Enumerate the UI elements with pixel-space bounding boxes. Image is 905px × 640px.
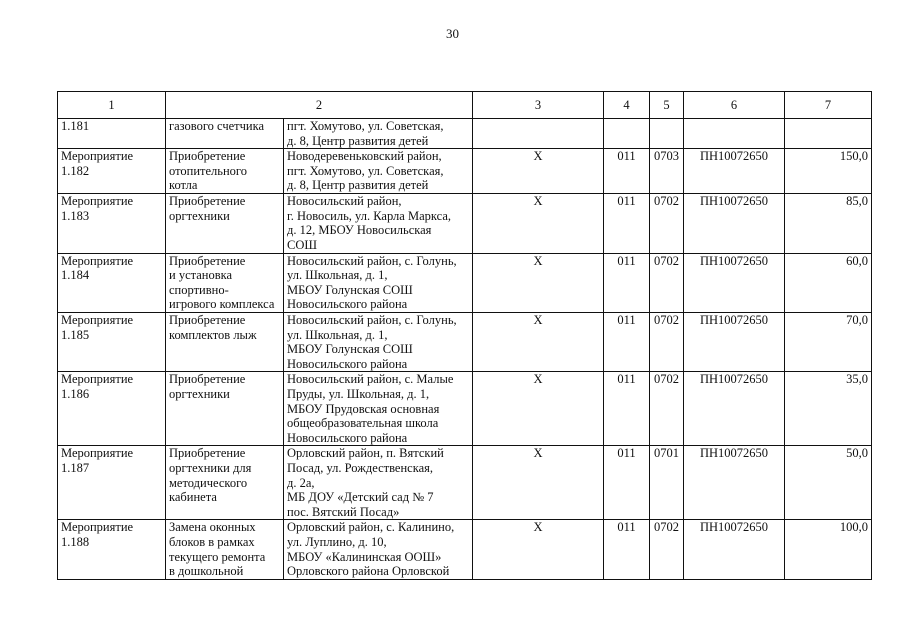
amount-cell: 70,0 <box>785 312 872 371</box>
location-cell-line: МБ ДОУ «Детский сад № 7 <box>287 490 434 505</box>
location-cell-line: общеобразовательная школа <box>287 416 439 431</box>
code-cell-1 <box>604 119 650 149</box>
activity-cell-line: Мероприятие <box>61 253 134 268</box>
activity-cell-line: 1.188 <box>61 534 90 549</box>
activity-name-cell <box>166 253 284 312</box>
location-cell-line: Новосильский район, с. Голунь, <box>287 312 457 327</box>
location-cell-line: Новосильский район, с. Голунь, <box>287 253 457 268</box>
activity-name-cell-line: методического <box>169 475 248 490</box>
activity-name-cell-line: кабинета <box>169 490 217 505</box>
code-cell-2: 0702 <box>650 372 684 446</box>
activity-name-cell-line: и установка <box>169 268 233 283</box>
location-cell <box>284 119 473 149</box>
code-cell-3: ПН10072650 <box>684 372 785 446</box>
code-cell-3: ПН10072650 <box>684 312 785 371</box>
activity-name-cell-line: комплектов лыж <box>169 327 257 342</box>
activity-name-cell-line: Приобретение <box>169 446 246 461</box>
mark-cell: Х <box>473 149 604 194</box>
activity-name-cell-line: оргтехники <box>169 208 230 223</box>
activity-cell-line: Мероприятие <box>61 312 134 327</box>
amount-cell: 100,0 <box>785 520 872 579</box>
code-cell-1: 011 <box>604 372 650 446</box>
code-cell-1: 011 <box>604 149 650 194</box>
activity-cell-line: Мероприятие <box>61 446 134 461</box>
activity-cell <box>58 194 166 253</box>
mark-cell: Х <box>473 194 604 253</box>
activity-name-cell-line: Приобретение <box>169 194 246 209</box>
activity-name-cell-line: блоков в рамках <box>169 534 255 549</box>
activity-name-cell-line: газового счетчика <box>169 119 265 133</box>
activity-name-cell <box>166 149 284 194</box>
code-cell-2: 0702 <box>650 520 684 579</box>
activity-cell <box>58 119 166 149</box>
activity-name-cell-line: игрового комплекса <box>169 297 275 312</box>
activity-cell <box>58 446 166 520</box>
page-number: 30 <box>446 26 459 41</box>
activity-name-cell-line: текущего ремонта <box>169 549 266 564</box>
mark-cell: Х <box>473 520 604 579</box>
mark-cell: Х <box>473 372 604 446</box>
location-cell-line: пгт. Хомутово, ул. Советская, <box>287 119 444 133</box>
location-cell <box>284 253 473 312</box>
activity-name-cell <box>166 194 284 253</box>
location-cell <box>284 149 473 194</box>
header-col-3: 3 <box>473 92 604 119</box>
activity-cell-line: 1.184 <box>61 268 90 283</box>
location-cell <box>284 312 473 371</box>
budget-table <box>57 91 872 580</box>
activity-cell <box>58 149 166 194</box>
location-cell-line: МБОУ «Калининская ООШ» <box>287 549 442 564</box>
header-col-1: 1 <box>58 92 166 119</box>
header-col-6: 6 <box>684 92 785 119</box>
location-cell <box>284 446 473 520</box>
location-cell-line: МБОУ Голунская СОШ <box>287 282 413 297</box>
location-cell-line: Орловского района Орловской <box>287 564 450 579</box>
location-cell-line: д. 12, МБОУ Новосильская <box>287 223 432 238</box>
header-col-5: 5 <box>650 92 684 119</box>
code-cell-3: ПН10072650 <box>684 194 785 253</box>
page-bottom-margin <box>0 582 905 640</box>
mark-cell: Х <box>473 446 604 520</box>
location-cell-line: Орловский район, с. Калинино, <box>287 520 455 535</box>
table-row <box>58 119 872 149</box>
table-row <box>58 149 872 194</box>
code-cell-1: 011 <box>604 194 650 253</box>
code-cell-2: 0703 <box>650 149 684 194</box>
code-cell-3: ПН10072650 <box>684 149 785 194</box>
location-cell-line: г. Новосиль, ул. Карла Маркса, <box>287 208 452 223</box>
location-cell-line: пос. Вятский Посад» <box>287 504 400 519</box>
table-row <box>58 372 872 446</box>
table-row <box>58 253 872 312</box>
activity-cell <box>58 253 166 312</box>
activity-cell-line: Мероприятие <box>61 520 134 535</box>
location-cell-line: д. 8, Центр развития детей <box>287 133 429 148</box>
location-cell-line: ул. Школьная, д. 1, <box>287 268 388 283</box>
activity-name-cell-line: Приобретение <box>169 372 246 387</box>
activity-name-cell-line: Замена оконных <box>169 520 256 535</box>
code-cell-1: 011 <box>604 312 650 371</box>
activity-name-cell-line: оргтехники для <box>169 460 252 475</box>
location-cell-line: Новосильского района <box>287 297 408 312</box>
location-cell <box>284 520 473 579</box>
location-cell-line: Новосильского района <box>287 430 408 445</box>
activity-name-cell <box>166 520 284 579</box>
location-cell <box>284 194 473 253</box>
location-cell-line: Орловский район, п. Вятский <box>287 446 444 461</box>
table-row <box>58 446 872 520</box>
activity-name-cell-line: Приобретение <box>169 149 246 164</box>
code-cell-3: ПН10072650 <box>684 446 785 520</box>
table-header-row <box>58 92 872 119</box>
location-cell-line: ул. Школьная, д. 1, <box>287 327 388 342</box>
activity-name-cell-line: Приобретение <box>169 253 246 268</box>
location-cell-line: д. 2а, <box>287 475 315 490</box>
activity-name-cell-line: котла <box>169 178 198 193</box>
activity-cell-line: Мероприятие <box>61 194 134 209</box>
activity-cell <box>58 372 166 446</box>
location-cell-line: д. 8, Центр развития детей <box>287 178 429 193</box>
activity-name-cell-line: оргтехники <box>169 386 230 401</box>
activity-cell-line: 1.187 <box>61 460 90 475</box>
location-cell-line: Посад, ул. Рождественская, <box>287 460 434 475</box>
code-cell-3 <box>684 119 785 149</box>
table-row <box>58 312 872 371</box>
location-cell-line: Новосильский район, с. Малые <box>287 372 454 387</box>
location-cell-line: Новодеревеньковский район, <box>287 149 442 164</box>
amount-cell: 60,0 <box>785 253 872 312</box>
code-cell-1: 011 <box>604 520 650 579</box>
amount-cell: 85,0 <box>785 194 872 253</box>
location-cell-line: МБОУ Голунская СОШ <box>287 342 413 357</box>
location-cell <box>284 372 473 446</box>
code-cell-2: 0702 <box>650 194 684 253</box>
amount-cell: 50,0 <box>785 446 872 520</box>
code-cell-3: ПН10072650 <box>684 520 785 579</box>
activity-cell-line: Мероприятие <box>61 149 134 164</box>
activity-name-cell-line: отопительного <box>169 163 247 178</box>
mark-cell <box>473 119 604 149</box>
activity-name-cell-line: в дошкольной <box>169 564 244 579</box>
location-cell-line: Пруды, ул. Школьная, д. 1, <box>287 386 430 401</box>
amount-cell: 35,0 <box>785 372 872 446</box>
location-cell-line: МБОУ Прудовская основная <box>287 401 440 416</box>
activity-cell <box>58 312 166 371</box>
activity-name-cell <box>166 446 284 520</box>
header-col-4: 4 <box>604 92 650 119</box>
mark-cell: Х <box>473 253 604 312</box>
amount-cell <box>785 119 872 149</box>
activity-name-cell <box>166 119 284 149</box>
activity-cell-line: 1.183 <box>61 208 90 223</box>
activity-cell <box>58 520 166 579</box>
table-row <box>58 194 872 253</box>
location-cell-line: Новосильского района <box>287 356 408 371</box>
code-cell-2: 0702 <box>650 312 684 371</box>
activity-cell-line: Мероприятие <box>61 372 134 387</box>
code-cell-2 <box>650 119 684 149</box>
activity-name-cell-line: Приобретение <box>169 312 246 327</box>
amount-cell: 150,0 <box>785 149 872 194</box>
activity-cell-line: 1.182 <box>61 163 90 178</box>
location-cell-line: пгт. Хомутово, ул. Советская, <box>287 163 444 178</box>
activity-name-cell <box>166 312 284 371</box>
location-cell-line: СОШ <box>287 237 317 252</box>
header-col-7: 7 <box>785 92 872 119</box>
code-cell-3: ПН10072650 <box>684 253 785 312</box>
code-cell-1: 011 <box>604 253 650 312</box>
activity-name-cell <box>166 372 284 446</box>
location-cell-line: ул. Луплино, д. 10, <box>287 534 387 549</box>
location-cell-line: Новосильский район, <box>287 194 402 209</box>
table-row <box>58 520 872 579</box>
header-col-2: 2 <box>166 92 473 119</box>
activity-cell-line: 1.181 <box>61 119 90 133</box>
activity-name-cell-line: спортивно- <box>169 282 229 297</box>
code-cell-2: 0702 <box>650 253 684 312</box>
activity-cell-line: 1.186 <box>61 386 90 401</box>
code-cell-2: 0701 <box>650 446 684 520</box>
activity-cell-line: 1.185 <box>61 327 90 342</box>
code-cell-1: 011 <box>604 446 650 520</box>
mark-cell: Х <box>473 312 604 371</box>
